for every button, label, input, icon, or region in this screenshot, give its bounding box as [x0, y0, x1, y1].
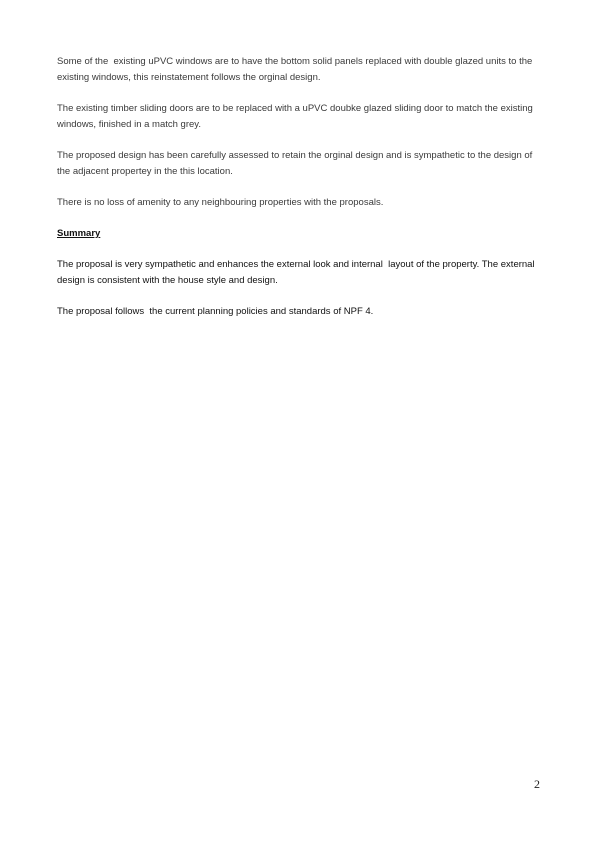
document-body: [57, 54, 542, 335]
summary-heading: Summary: [57, 228, 101, 239]
paragraph-amenity: There is no loss of amenity to any neighbouring properties with the proposals.: [57, 197, 384, 208]
page-number: 2: [534, 777, 540, 791]
paragraph-summary-policies: The proposal follows the current planning policies and standards of NPF 4.: [57, 306, 374, 317]
paragraph-design-assessment: The proposed design has been carefully assessed to retain the orginal design and is sympathetic to the design of the adjacent propertey in the this location.: [57, 150, 535, 177]
paragraph-windows: Some of the existing uPVC windows are to have the bottom solid panels replaced with double glazed units to the existing windows, this reinstatement follows the orginal design.: [57, 56, 535, 83]
paragraph-summary-proposal: The proposal is very sympathetic and enhances the external look and internal layout of the property. The external design is consistent with the house style and design.: [57, 259, 538, 286]
paragraph-sliding-doors: The existing timber sliding doors are to be replaced with a uPVC doubke glazed sliding door to match the existing windows, finished in a match grey.: [57, 103, 536, 130]
